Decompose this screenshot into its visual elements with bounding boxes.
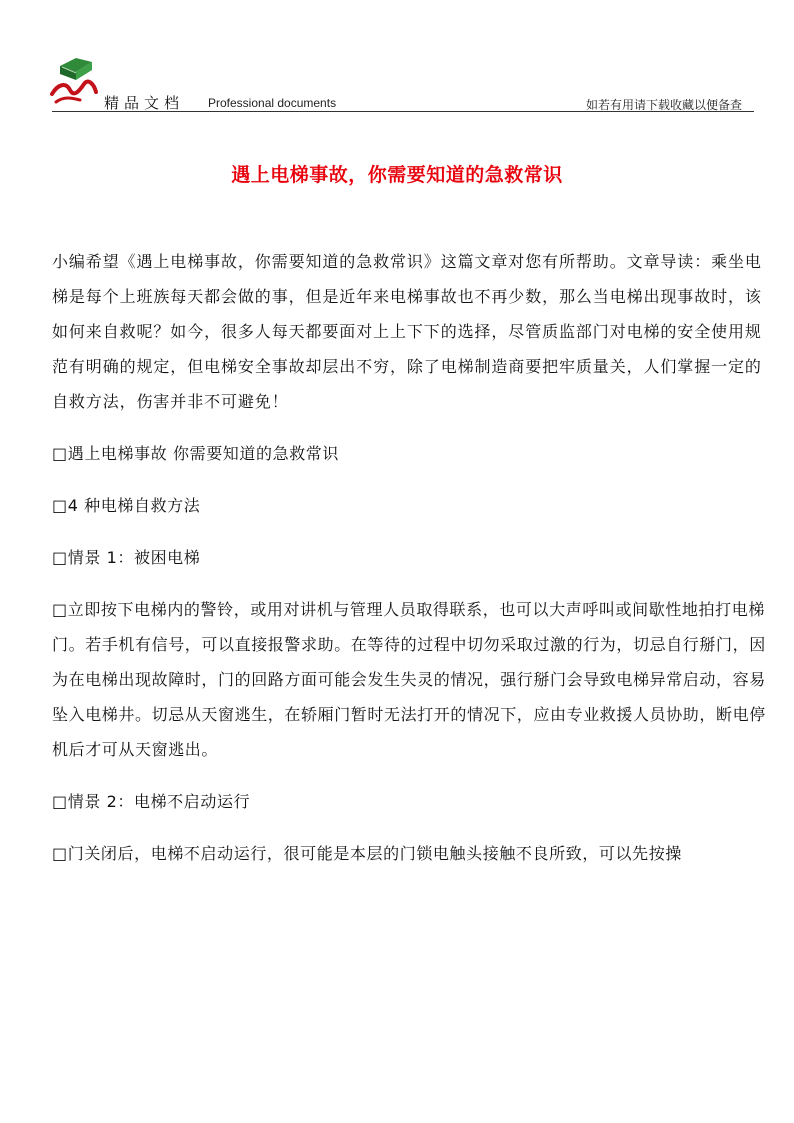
brand-name: 精品文档 — [104, 94, 185, 112]
brand-english: Professional documents — [208, 96, 337, 110]
section-heading: □4 种电梯自救方法 — [52, 496, 201, 515]
header-note: 如若有用请下载收藏以便备查 — [585, 98, 742, 112]
scenario-paragraph: □门关闭后，电梯不启动运行，很可能是本层的门锁电触头接触不良所致，可以先按操 — [52, 844, 682, 863]
section-heading: □遇上电梯事故 你需要知道的急救常识 — [52, 444, 340, 463]
intro-paragraph: 小编希望《遇上电梯事故，你需要知道的急救常识》这篇文章对您有所帮助。文章导读：乘坐电梯是每个上班族每天都会做的事，但是近年来电梯事故也不再少数，那么当电梯出现事故时，该如何来自救呢？如今，很多人每天都要面对上上下下的选择，尽管质监部门对电梯的安全使用规范有明确的规定，但电梯安全事故却层出不穷，除了电梯制造商要把牢质量关，人们掌握一定的自救方法，伤害并非不可避免！ — [52, 252, 762, 411]
scenario-paragraph: □立即按下电梯内的警铃，或用对讲机与管理人员取得联系，也可以大声呼叫或间歇性地拍打电梯门。若手机有信号，可以直接报警求助。在等待的过程中切勿采取过激的行为，切忌自行掰门，因为在电梯出现故障时，门的回路方面可能会发生失灵的情况，强行掰门会导致电梯异常启动，容易坠入电梯井。切忌从天窗逃生，在轿厢门暂时无法打开的情况下，应由专业救援人员协助，断电停机后才可从天窗逃出。 — [52, 600, 766, 759]
scenario-heading: □情景 2：电梯不启动运行 — [52, 792, 251, 811]
scenario-heading: □情景 1：被困电梯 — [52, 548, 201, 567]
logo — [46, 50, 102, 108]
header-divider — [52, 111, 754, 112]
document-title: 遇上电梯事故，你需要知道的急救常识 — [231, 164, 563, 186]
document-body — [52, 244, 772, 871]
